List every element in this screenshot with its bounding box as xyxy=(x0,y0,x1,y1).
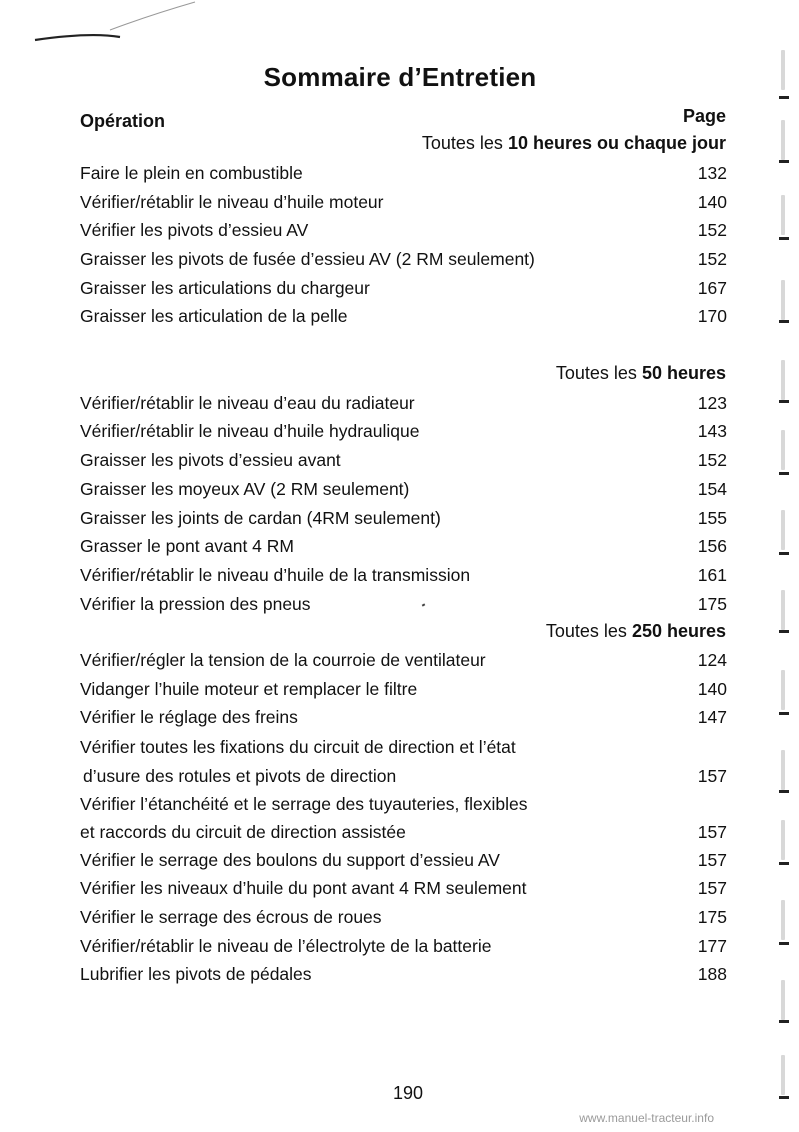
list-item xyxy=(80,421,727,447)
list-item xyxy=(80,936,727,962)
list-item-continuation xyxy=(80,766,727,792)
page-ref: 152 xyxy=(697,220,727,240)
page-ref: 132 xyxy=(697,163,727,183)
page-ref: 157 xyxy=(697,878,727,898)
page-ref: 157 xyxy=(697,766,727,786)
list-item xyxy=(80,306,727,332)
section-heading-50h xyxy=(556,363,726,384)
section-heading-interval: 50 heures xyxy=(641,363,726,383)
list-item xyxy=(80,163,727,189)
list-item xyxy=(80,594,727,620)
page-ref: 152 xyxy=(697,249,727,269)
page-edge-tabs xyxy=(769,0,799,1132)
operation-text: Vérifier toutes les fixations du circuit de direction et l’état xyxy=(80,737,516,757)
page-ref: 140 xyxy=(697,192,727,212)
operation-text: Vérifier les pivots d’essieu AV xyxy=(80,220,309,240)
page-ref: 170 xyxy=(697,306,727,326)
list-item xyxy=(80,192,727,218)
page-ref: 177 xyxy=(697,936,727,956)
operation-text: Graisser les articulation de la pelle xyxy=(80,306,348,326)
operation-text: Graisser les moyeux AV (2 RM seulement) xyxy=(80,479,410,499)
operation-text: Vérifier le serrage des boulons du support d’essieu AV xyxy=(80,850,500,870)
list-item xyxy=(80,393,727,419)
operation-text: Vérifier/rétablir le niveau d’eau du radiateur xyxy=(80,393,415,413)
list-item xyxy=(80,565,727,591)
operation-text: d’usure des rotules et pivots de direction xyxy=(83,766,397,786)
page-ref: 154 xyxy=(697,479,727,499)
section-heading-250h xyxy=(546,621,726,642)
list-item xyxy=(80,220,727,246)
section-heading-prefix: Toutes les xyxy=(421,133,508,153)
operation-text: Lubrifier les pivots de pédales xyxy=(80,964,312,984)
list-item xyxy=(80,907,727,933)
section-heading-10h xyxy=(422,133,726,154)
operation-text: Vérifier/rétablir le niveau de l’électrolyte de la batterie xyxy=(80,936,492,956)
section-heading-interval: 250 heures xyxy=(631,621,726,641)
operation-text: Vérifier/rétablir le niveau d’huile hydraulique xyxy=(80,421,420,441)
column-header-operation: Opération xyxy=(80,111,166,131)
page-ref: 157 xyxy=(697,822,727,842)
page-ref: 188 xyxy=(697,964,727,984)
page-title: Sommaire d’Entretien xyxy=(263,62,537,92)
operation-text: Vérifier la pression des pneus xyxy=(80,594,311,614)
operation-text: Vérifier le serrage des écrous de roues xyxy=(80,907,382,927)
operation-text: Vidanger l’huile moteur et remplacer le filtre xyxy=(80,679,418,699)
watermark-text: www.manuel-tracteur.info xyxy=(579,1111,714,1125)
operation-text: Vérifier/régler la tension de la courroie de ventilateur xyxy=(80,650,486,670)
page-ref: 161 xyxy=(697,565,727,585)
section-heading-prefix: Toutes les xyxy=(545,621,632,641)
page-number: 190 xyxy=(392,1083,424,1103)
page-ref: 147 xyxy=(697,707,727,727)
list-item xyxy=(80,249,727,275)
operation-text: Graisser les pivots d’essieu avant xyxy=(80,450,341,470)
page-ref: 175 xyxy=(697,594,727,614)
page-ref: 140 xyxy=(697,679,727,699)
operation-text: Vérifier l’étanchéité et le serrage des tuyauteries, flexibles xyxy=(80,794,528,814)
pen-stroke-mark xyxy=(30,0,200,50)
list-item xyxy=(80,850,727,876)
operation-text: et raccords du circuit de direction assistée xyxy=(80,822,406,842)
list-item xyxy=(80,679,727,705)
operation-text: Vérifier/rétablir le niveau d’huile moteur xyxy=(80,192,384,212)
list-item xyxy=(80,878,727,904)
page-ref: 124 xyxy=(697,650,727,670)
column-header-page: Page xyxy=(682,106,726,126)
page-ref: 123 xyxy=(697,393,727,413)
operation-text: Vérifier/rétablir le niveau d’huile de la transmission xyxy=(80,565,471,585)
section-heading-prefix: Toutes les xyxy=(555,363,642,383)
list-item xyxy=(80,450,727,476)
list-item xyxy=(80,650,727,676)
page-ref: 143 xyxy=(697,421,727,441)
page-ref: 175 xyxy=(697,907,727,927)
list-item xyxy=(80,508,727,534)
list-item-continuation xyxy=(80,822,727,848)
page-ref: 167 xyxy=(697,278,727,298)
page-ref: 157 xyxy=(697,850,727,870)
operation-text: Faire le plein en combustible xyxy=(80,163,303,183)
list-item xyxy=(80,479,727,505)
list-item xyxy=(80,536,727,562)
list-item xyxy=(80,707,727,733)
operation-text: Grasser le pont avant 4 RM xyxy=(80,536,294,556)
list-item xyxy=(80,794,727,820)
operation-text: Vérifier les niveaux d’huile du pont avant 4 RM seulement xyxy=(80,878,527,898)
operation-text: Vérifier le réglage des freins xyxy=(80,707,298,727)
list-item xyxy=(80,278,727,304)
page-ref: 152 xyxy=(697,450,727,470)
operation-text: Graisser les joints de cardan (4RM seulement) xyxy=(80,508,441,528)
operation-text: Graisser les articulations du chargeur xyxy=(80,278,370,298)
page-ref: 155 xyxy=(697,508,727,528)
section-heading-interval: 10 heures ou chaque jour xyxy=(507,133,726,153)
page-ref: 156 xyxy=(697,536,727,556)
list-item xyxy=(80,737,727,763)
operation-text: Graisser les pivots de fusée d’essieu AV (2 RM seulement) xyxy=(80,249,535,269)
list-item xyxy=(80,964,727,990)
